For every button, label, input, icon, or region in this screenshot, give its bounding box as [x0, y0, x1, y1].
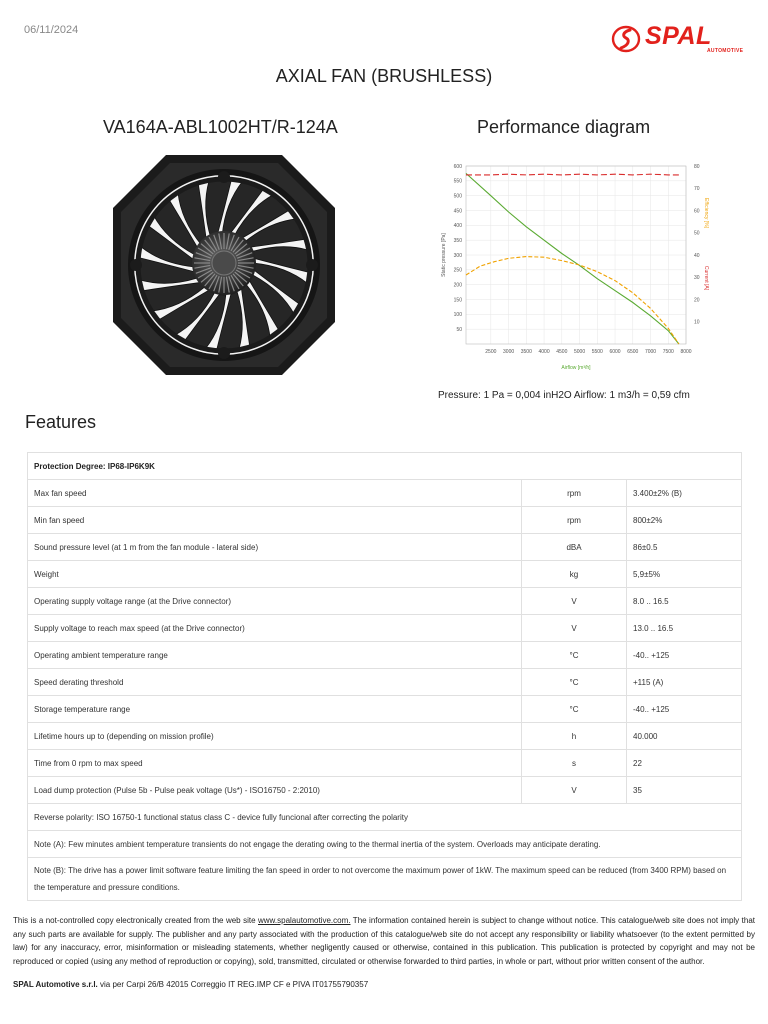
disclaimer-intro: This is a not-controlled copy electronically created from the web site: [13, 916, 258, 925]
feature-value: 35: [627, 777, 742, 804]
y2-tick-label: 60: [694, 208, 700, 215]
feature-value: 86±0.5: [627, 534, 742, 561]
feature-label: Supply voltage to reach max speed (at the Drive connector): [28, 615, 522, 642]
x-tick-label: 7000: [644, 349, 657, 355]
note-row: [28, 858, 742, 901]
y2-tick-label: 20: [694, 297, 700, 304]
features-title: Features: [25, 412, 97, 432]
features-table: [27, 452, 742, 901]
y-tick-label: 600: [453, 163, 462, 170]
feature-label: Operating ambient temperature range: [28, 642, 522, 669]
table-row: [28, 534, 742, 561]
x-tick-label: 3500: [520, 349, 532, 355]
model-number: VA164A-ABL1002HT/R-124A: [103, 117, 338, 137]
feature-value: -40.. +125: [627, 642, 742, 669]
x-tick-label: 6500: [627, 349, 639, 355]
document-title: AXIAL FAN (BRUSHLESS): [275, 66, 493, 86]
y2-tick-label: 80: [694, 163, 700, 170]
feature-unit: rpm: [522, 507, 627, 534]
y-tick-label: 200: [453, 282, 462, 289]
y-tick-label: 500: [453, 193, 462, 200]
y2-tick-label: 40: [694, 252, 700, 259]
company-address: via per Carpi 26/B 42015 Correggio IT REG.IMP CF e PIVA IT01755790357: [97, 980, 369, 989]
table-row: [28, 777, 742, 804]
series-line-0: [466, 173, 679, 344]
x-tick-label: 5500: [591, 349, 603, 355]
disclaimer-text: [13, 914, 755, 968]
y2-tick-label: 10: [694, 319, 700, 326]
chart-y2label: Efficiency [%]: [703, 198, 709, 228]
feature-label: Max fan speed: [28, 480, 522, 507]
table-row: [28, 561, 742, 588]
note-row: [28, 804, 742, 831]
feature-unit: V: [522, 777, 627, 804]
disclaimer-body: The information contained herein is subject to change without notice. This catalogue/web site does not imply that any such parts are available for supply. The publisher and any party associated with the production of this catalogue/web site do not accept any responsibility or liability whatsoever (to the extent permitted by law) for any inaccuracy, error, misinformation or misleading statements, whether negligently caused or otherwise, contained in this publication. This publication is protected by copyright and may not be reproduced or copied (using any method of reproduction or copying), sold, transmitted, circulated or otherwise forwarded to third parties, in whole or part, without prior written consent of the author.: [13, 916, 755, 966]
feature-label: Time from 0 rpm to max speed: [28, 750, 522, 777]
fan-product-image: [108, 150, 340, 380]
website-link[interactable]: www.spalautomotive.com.: [258, 916, 351, 925]
y-tick-label: 450: [453, 208, 462, 215]
feature-unit: °C: [522, 642, 627, 669]
feature-value: 22: [627, 750, 742, 777]
feature-unit: V: [522, 615, 627, 642]
note-row: [28, 831, 742, 858]
y2-tick-label: 30: [694, 275, 700, 282]
feature-label: Sound pressure level (at 1 m from the fan module - lateral side): [28, 534, 522, 561]
chart-y3label: Current [A]: [703, 265, 709, 291]
feature-unit: °C: [522, 696, 627, 723]
series-line-2: [466, 174, 679, 175]
y2-tick-label: 50: [694, 230, 700, 237]
document-date: 06/11/2024: [24, 24, 79, 36]
y-tick-label: 100: [453, 312, 462, 319]
feature-note: Reverse polarity: ISO 16750-1 functional status class C - device fully funcional after correcting the polarity: [28, 804, 742, 831]
y-tick-label: 250: [453, 267, 462, 274]
feature-unit: °C: [522, 669, 627, 696]
brand-subtitle: AUTOMOTIVE: [707, 48, 744, 54]
feature-unit: rpm: [522, 480, 627, 507]
feature-unit: h: [522, 723, 627, 750]
feature-label: Load dump protection (Pulse 5b - Pulse peak voltage (Us*) - ISO16750 - 2:2010): [28, 777, 522, 804]
table-row: [28, 480, 742, 507]
brand-name: SPAL: [645, 22, 712, 50]
x-tick-label: 8000: [680, 349, 692, 355]
feature-value: 3.400±2% (B): [627, 480, 742, 507]
x-tick-label: 2500: [485, 349, 497, 355]
feature-unit: V: [522, 588, 627, 615]
feature-unit: dBA: [522, 534, 627, 561]
x-tick-label: 6000: [609, 349, 621, 355]
y-tick-label: 400: [453, 223, 462, 230]
feature-label: Weight: [28, 561, 522, 588]
table-row: [28, 507, 742, 534]
y-tick-label: 550: [453, 178, 462, 185]
feature-value: 800±2%: [627, 507, 742, 534]
y-tick-label: 50: [456, 326, 462, 333]
table-row: [28, 588, 742, 615]
y-tick-label: 150: [453, 297, 462, 304]
feature-value: 5,9±5%: [627, 561, 742, 588]
y2-tick-label: 70: [694, 186, 700, 193]
feature-label: Storage temperature range: [28, 696, 522, 723]
feature-unit: kg: [522, 561, 627, 588]
y-tick-label: 300: [453, 252, 462, 259]
table-row: [28, 642, 742, 669]
feature-value: 8.0 .. 16.5: [627, 588, 742, 615]
table-header-row: [28, 453, 742, 480]
chart-xlabel: Airflow [m³/h]: [561, 365, 591, 371]
table-row: [28, 723, 742, 750]
x-tick-label: 4500: [556, 349, 568, 355]
x-tick-label: 7500: [662, 349, 674, 355]
feature-value: -40.. +125: [627, 696, 742, 723]
company-name: SPAL Automotive s.r.l.: [13, 980, 98, 989]
feature-note: Note (A): Few minutes ambient temperature transients do not engage the derating owing to the thermal inertia of the system. Overloads may anticipate derating.: [28, 831, 742, 858]
protection-degree: Protection Degree: IP68-IP6K9K: [28, 453, 742, 480]
feature-value: 13.0 .. 16.5: [627, 615, 742, 642]
feature-label: Min fan speed: [28, 507, 522, 534]
table-row: [28, 696, 742, 723]
x-tick-label: 3000: [503, 349, 515, 355]
performance-title: Performance diagram: [477, 117, 651, 137]
feature-label: Speed derating threshold: [28, 669, 522, 696]
x-tick-label: 4000: [538, 349, 550, 355]
feature-value: +115 (A): [627, 669, 742, 696]
feature-label: Operating supply voltage range (at the Drive connector): [28, 588, 522, 615]
spal-emblem-icon: [611, 24, 643, 54]
feature-value: 40.000: [627, 723, 742, 750]
y-tick-label: 350: [453, 237, 462, 244]
chart-ylabel: Static pressure [Pa]: [441, 233, 447, 277]
table-row: [28, 750, 742, 777]
table-row: [28, 615, 742, 642]
units-note: Pressure: 1 Pa = 0,004 inH2O Airflow: 1 m3/h = 0,59 cfm: [438, 390, 690, 401]
x-tick-label: 5000: [573, 349, 586, 355]
spal-logo: [611, 24, 744, 54]
performance-chart: [436, 158, 710, 376]
feature-note: Note (B): The drive has a power limit software feature limiting the fan speed in order to not overcome the maximum power of 1kW. The maximum speed can be reduced (from 3400 RPM) based on the temperature and pressure conditions.: [28, 858, 742, 901]
table-row: [28, 669, 742, 696]
feature-label: Lifetime hours up to (depending on mission profile): [28, 723, 522, 750]
company-info: [13, 980, 368, 989]
feature-unit: s: [522, 750, 627, 777]
